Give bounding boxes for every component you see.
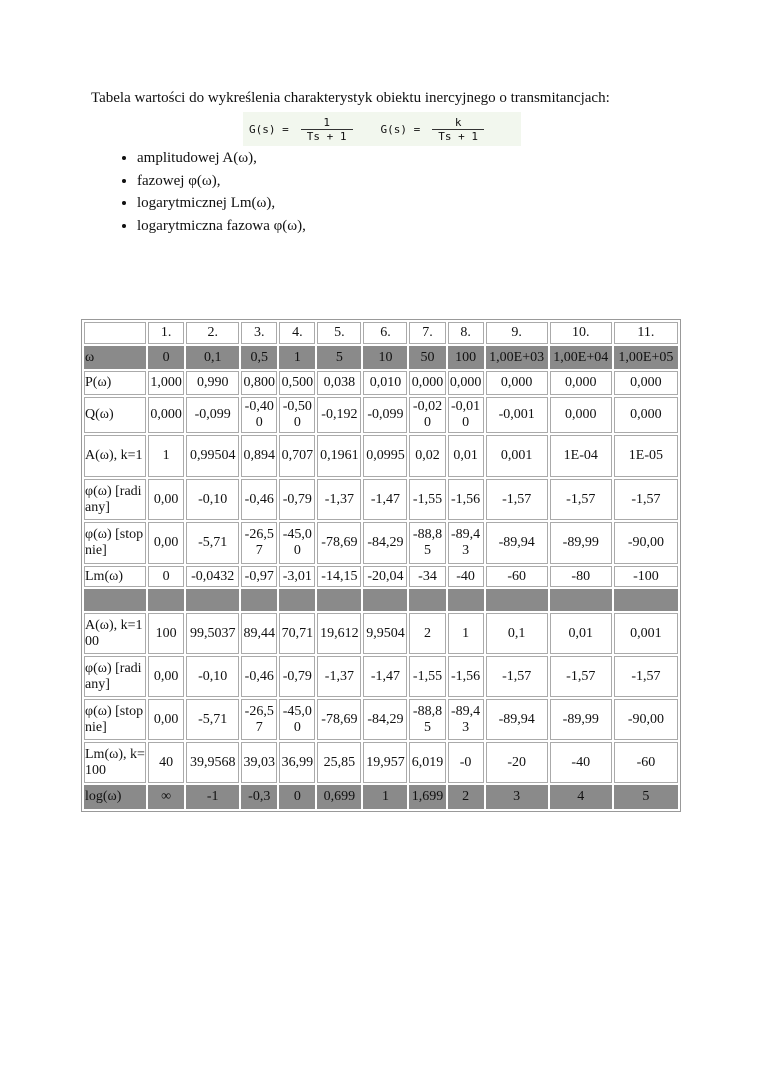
table-cell: -1,37: [317, 479, 361, 520]
table-cell: -1,37: [317, 656, 361, 697]
table-cell: -0,79: [279, 656, 315, 697]
table-cell: [550, 589, 612, 611]
table-cell: 0,000: [486, 371, 548, 395]
table-cell: 19,612: [317, 613, 361, 654]
table-cell: 3: [486, 785, 548, 809]
table-cell: -0,0432: [186, 566, 239, 587]
table-cell: -40: [448, 566, 484, 587]
table-cell: 0: [279, 785, 315, 809]
table-cell: -60: [486, 566, 548, 587]
table-cell: -89,43: [448, 699, 484, 740]
table-cell: [317, 589, 361, 611]
table-cell: 5: [614, 785, 678, 809]
row-label: [84, 589, 146, 611]
table-row: [84, 589, 678, 611]
characteristics-list: [110, 147, 306, 237]
table-cell: -45,00: [279, 522, 315, 564]
table-cell: -1,56: [448, 479, 484, 520]
table-header-row: [84, 322, 678, 344]
table-cell: -0,010: [448, 397, 484, 433]
table-cell: 1,699: [409, 785, 445, 809]
table-cell: 0,99504: [186, 435, 239, 477]
table-cell: 0,01: [550, 613, 612, 654]
table-cell: -0,192: [317, 397, 361, 433]
table-cell: 36,99: [279, 742, 315, 783]
table-cell: -1,47: [363, 656, 407, 697]
table-cell: -45,00: [279, 699, 315, 740]
table-cell: -1: [186, 785, 239, 809]
table-cell: 9,9504: [363, 613, 407, 654]
table-row: [84, 397, 678, 433]
table-cell: 0,894: [241, 435, 277, 477]
table-cell: 0,001: [486, 435, 548, 477]
table-cell: 2: [448, 785, 484, 809]
table-cell: -84,29: [363, 699, 407, 740]
table-cell: 19,957: [363, 742, 407, 783]
table-cell: -84,29: [363, 522, 407, 564]
row-label: Lm(ω): [84, 566, 146, 587]
formula-lhs: G(s) =: [249, 122, 289, 136]
list-item: • fazowej φ(ω),: [137, 170, 306, 193]
table-cell: -90,00: [614, 522, 678, 564]
table-cell: 89,44: [241, 613, 277, 654]
table-cell: 0,00: [148, 522, 184, 564]
row-label: A(ω), k=100: [84, 613, 146, 654]
table-cell: -0,3: [241, 785, 277, 809]
table-cell: [186, 589, 239, 611]
table-row: [84, 346, 678, 369]
table-cell: -0,46: [241, 479, 277, 520]
table-cell: -1,57: [550, 479, 612, 520]
table-cell: -0,79: [279, 479, 315, 520]
column-header: 11.: [614, 322, 678, 344]
table-cell: 70,71: [279, 613, 315, 654]
row-label: ω: [84, 346, 146, 369]
table-cell: [241, 589, 277, 611]
column-header: 7.: [409, 322, 445, 344]
formula-denominator: Ts + 1: [432, 129, 484, 143]
table-row: [84, 522, 678, 564]
list-item: • logarytmicznej Lm(ω),: [137, 192, 306, 215]
table-cell: 0,02: [409, 435, 445, 477]
table-cell: -0: [448, 742, 484, 783]
table-cell: -0,099: [363, 397, 407, 433]
table-cell: -89,94: [486, 522, 548, 564]
table-cell: -1,55: [409, 656, 445, 697]
table-cell: -1,47: [363, 479, 407, 520]
table-cell: -34: [409, 566, 445, 587]
table-cell: -0,10: [186, 656, 239, 697]
table-cell: -40: [550, 742, 612, 783]
table-cell: -88,85: [409, 522, 445, 564]
table-cell: -20,04: [363, 566, 407, 587]
list-item: • amplitudowej A(ω),: [137, 147, 306, 170]
table-cell: -78,69: [317, 699, 361, 740]
table-row: [84, 785, 678, 809]
table-cell: 100: [148, 613, 184, 654]
table-cell: [448, 589, 484, 611]
table-cell: 50: [409, 346, 445, 369]
table-cell: 0,1: [186, 346, 239, 369]
table-cell: -80: [550, 566, 612, 587]
table-cell: -26,57: [241, 699, 277, 740]
table-row: [84, 613, 678, 654]
table-row: [84, 699, 678, 740]
table-cell: 40: [148, 742, 184, 783]
formula-denominator: Ts + 1: [301, 129, 353, 143]
table-row: [84, 479, 678, 520]
column-header: 4.: [279, 322, 315, 344]
row-label: Lm(ω), k=100: [84, 742, 146, 783]
table-cell: 0,500: [279, 371, 315, 395]
row-label: φ(ω) [stopnie]: [84, 522, 146, 564]
row-label: φ(ω) [radiany]: [84, 656, 146, 697]
row-label: A(ω), k=1: [84, 435, 146, 477]
table-cell: 10: [363, 346, 407, 369]
table-cell: -20: [486, 742, 548, 783]
table-cell: -0,001: [486, 397, 548, 433]
table-cell: -100: [614, 566, 678, 587]
table-cell: 6,019: [409, 742, 445, 783]
table-cell: [409, 589, 445, 611]
table-cell: 0,1: [486, 613, 548, 654]
table-cell: 1,00E+04: [550, 346, 612, 369]
table-cell: [148, 589, 184, 611]
table-cell: 0,010: [363, 371, 407, 395]
table-cell: 1,00E+05: [614, 346, 678, 369]
table-cell: [614, 589, 678, 611]
table-cell: 5: [317, 346, 361, 369]
table-cell: 39,03: [241, 742, 277, 783]
table-cell: 1: [363, 785, 407, 809]
table-row: [84, 435, 678, 477]
table-cell: 0,000: [614, 397, 678, 433]
table-cell: -1,55: [409, 479, 445, 520]
table-cell: -14,15: [317, 566, 361, 587]
formula-k: [381, 116, 485, 143]
table-cell: -0,10: [186, 479, 239, 520]
table-cell: 1,00E+03: [486, 346, 548, 369]
table-cell: -5,71: [186, 522, 239, 564]
table-row: [84, 656, 678, 697]
table-cell: 0,5: [241, 346, 277, 369]
table-cell: -89,43: [448, 522, 484, 564]
table-row: [84, 371, 678, 395]
table-cell: 0: [148, 566, 184, 587]
table-row: [84, 742, 678, 783]
table-cell: 0,0995: [363, 435, 407, 477]
values-table: [81, 319, 681, 812]
column-header: 1.: [148, 322, 184, 344]
row-label: log(ω): [84, 785, 146, 809]
column-header: 5.: [317, 322, 361, 344]
column-header: 8.: [448, 322, 484, 344]
table-cell: 1: [448, 613, 484, 654]
table-cell: 0,00: [148, 479, 184, 520]
table-cell: -0,97: [241, 566, 277, 587]
table-cell: 1E-05: [614, 435, 678, 477]
table-cell: -78,69: [317, 522, 361, 564]
table-cell: -88,85: [409, 699, 445, 740]
table-cell: 4: [550, 785, 612, 809]
column-header: 6.: [363, 322, 407, 344]
table-cell: -0,400: [241, 397, 277, 433]
table-cell: -1,57: [614, 656, 678, 697]
table-cell: 0,707: [279, 435, 315, 477]
table-cell: -1,57: [486, 479, 548, 520]
column-header: 9.: [486, 322, 548, 344]
table-cell: ∞: [148, 785, 184, 809]
column-header: 2.: [186, 322, 239, 344]
table-cell: 0,038: [317, 371, 361, 395]
table-cell: 0,00: [148, 656, 184, 697]
table-cell: -0,020: [409, 397, 445, 433]
table-cell: 0: [148, 346, 184, 369]
table-cell: 0,001: [614, 613, 678, 654]
table-cell: -1,56: [448, 656, 484, 697]
table-cell: -0,46: [241, 656, 277, 697]
table-cell: 25,85: [317, 742, 361, 783]
header-corner-cell: [84, 322, 146, 344]
table-cell: 0,990: [186, 371, 239, 395]
table-cell: [363, 589, 407, 611]
formula-numerator: k: [454, 115, 462, 129]
row-label: φ(ω) [radiany]: [84, 479, 146, 520]
intro-text: Tabela wartości do wykreślenia charakterystyk obiektu inercyjnego o transmitancjach:: [91, 90, 610, 106]
table-cell: -3,01: [279, 566, 315, 587]
table-cell: -89,94: [486, 699, 548, 740]
table-cell: -89,99: [550, 522, 612, 564]
table-cell: 0,01: [448, 435, 484, 477]
table-cell: 1,000: [148, 371, 184, 395]
table-cell: 0,1961: [317, 435, 361, 477]
table-cell: 0,800: [241, 371, 277, 395]
table-cell: 0,699: [317, 785, 361, 809]
table-cell: 1: [148, 435, 184, 477]
table-cell: -1,57: [550, 656, 612, 697]
table-cell: 0,000: [148, 397, 184, 433]
table-cell: -0,099: [186, 397, 239, 433]
row-label: P(ω): [84, 371, 146, 395]
table-cell: 0,00: [148, 699, 184, 740]
table-cell: -1,57: [614, 479, 678, 520]
formula-lhs: G(s) =: [380, 122, 421, 136]
formula-k1: [249, 116, 353, 143]
table-cell: 39,9568: [186, 742, 239, 783]
table-cell: 100: [448, 346, 484, 369]
table-cell: 99,5037: [186, 613, 239, 654]
column-header: 3.: [241, 322, 277, 344]
table-cell: 1E-04: [550, 435, 612, 477]
row-label: Q(ω): [84, 397, 146, 433]
table-cell: -60: [614, 742, 678, 783]
table-cell: -90,00: [614, 699, 678, 740]
row-label: φ(ω) [stopnie]: [84, 699, 146, 740]
table-cell: [486, 589, 548, 611]
table-cell: -26,57: [241, 522, 277, 564]
table-cell: [279, 589, 315, 611]
table-cell: 0,000: [448, 371, 484, 395]
table-cell: 0,000: [550, 397, 612, 433]
table-cell: 0,000: [614, 371, 678, 395]
table-cell: -0,500: [279, 397, 315, 433]
transfer-function-formulas: [243, 112, 521, 146]
table-cell: 0,000: [409, 371, 445, 395]
list-item: • logarytmiczna fazowa φ(ω),: [137, 215, 306, 238]
formula-numerator: 1: [323, 115, 330, 129]
table-cell: -1,57: [486, 656, 548, 697]
column-header: 10.: [550, 322, 612, 344]
table-cell: 0,000: [550, 371, 612, 395]
table-row: [84, 566, 678, 587]
table-cell: -5,71: [186, 699, 239, 740]
table-cell: 2: [409, 613, 445, 654]
table-cell: -89,99: [550, 699, 612, 740]
table-cell: 1: [279, 346, 315, 369]
